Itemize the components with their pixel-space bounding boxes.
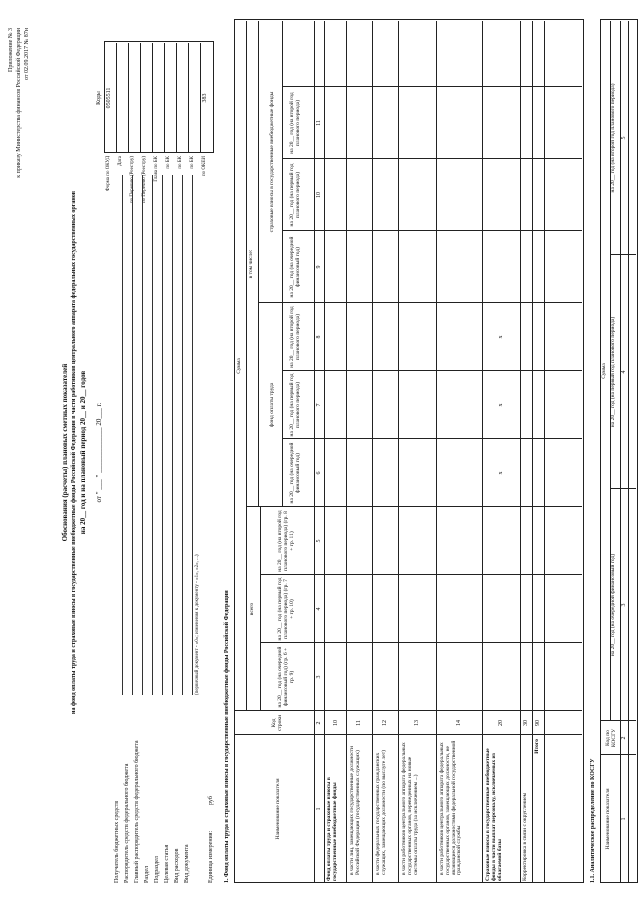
table-row-name: в части работников центрального аппарата федеральных государственных органов, замещающих должности, не являющиеся должностями федеральной государственной гражданской службы	[439, 740, 463, 875]
colnum-4: 4	[316, 607, 322, 611]
col-total-header: всего	[249, 602, 255, 616]
colnum-7: 7	[316, 403, 322, 407]
s11-col-name-header: Наименование показателя	[605, 788, 611, 850]
table-row-code: 30	[523, 720, 529, 726]
x-mark: x	[498, 403, 504, 407]
colnum-2: 2	[316, 721, 322, 725]
field-distributor: Распорядитель средств федерального бюджета	[124, 763, 130, 883]
s11-col4-header: на 20__ год (на первый год планового периода)	[610, 316, 616, 428]
title-line-3: на 20__ год и на плановый период 20__ и 20__ годов	[79, 370, 87, 535]
okud-label: Форма по ОКУД	[106, 156, 111, 192]
col3-header: на 20__ год (на очередной финансовый год) (гр. 6 + гр. 9)	[277, 646, 295, 708]
unit-value: руб	[208, 796, 214, 805]
x-mark: x	[498, 471, 504, 475]
subsection-line[interactable]	[162, 175, 163, 695]
table-row-code: 11	[356, 720, 362, 726]
colnum-5: 5	[316, 539, 322, 543]
table-row-code: 90	[535, 720, 541, 726]
s11-col-sum-header: Сумма	[601, 363, 607, 379]
target-item-line[interactable]	[172, 175, 173, 695]
appendix-line-2: к приказу Министерства финансов Российской Федерации	[16, 28, 22, 178]
bk-label-3: по БК	[190, 156, 195, 169]
col-incl-header: в том числе:	[248, 249, 254, 279]
col8-header: на 20__ год (на второй год планового периода)	[289, 306, 301, 368]
reestr-label-2: по Перечню (Реестру)	[142, 156, 147, 204]
document-type-line[interactable]	[192, 175, 193, 695]
col-name-header: Наименование показателя	[275, 778, 281, 840]
expense-type-line[interactable]	[182, 175, 183, 695]
col-insurance-header: страховые взносы в государственные внебюджетные фонды	[269, 91, 275, 233]
field-recipient: Получатель бюджетных средств	[114, 800, 120, 883]
col-code-header: Код строки	[271, 714, 283, 732]
table-row-name: в части лиц, замещающих государственные должности Российской Федерации (государственных служащих)	[349, 745, 361, 875]
recipient-line[interactable]	[122, 175, 123, 695]
colnum-1: 1	[316, 807, 322, 811]
field-target-item: Целевая статья	[164, 844, 170, 883]
s11-colnum-1: 1	[621, 817, 627, 821]
col-fot-header: фонд оплаты труда	[269, 382, 275, 428]
document-type-hint: (первичный документ - «0»; изменения к документу - «1», «2», ...)	[195, 554, 200, 695]
okud-code: 0505511	[106, 87, 112, 109]
field-chief-distributor: Главный распорядитель средств федерального бюджета	[134, 740, 140, 883]
col-sum-header: Сумма	[236, 358, 242, 374]
col7-header: на 20__ год (на первый год планового периода)	[289, 373, 301, 437]
table-row-code: 13	[414, 720, 420, 726]
appendix-line-1: Приложение № 3	[8, 28, 14, 72]
table-row-code: 20	[498, 720, 504, 726]
colnum-6: 6	[316, 471, 322, 475]
table-row-code: 14	[456, 720, 462, 726]
field-document-type: Вид документа	[184, 844, 190, 883]
chief-distributor-line[interactable]	[142, 175, 143, 695]
col6-header: на 20__ год (на очередной финансовый год)	[289, 442, 301, 504]
okei-code: 383	[202, 93, 208, 103]
field-subsection: Подраздел	[154, 856, 160, 883]
table-row-code: 10	[333, 720, 339, 726]
s11-col-code-header: Код по КОСГУ	[605, 728, 617, 748]
title-line-1: Обоснования (расчеты) плановых сметных показателей	[61, 363, 69, 542]
field-expense-type: Вид расходов	[174, 848, 180, 883]
section-1-1-title: 1.1. Аналитическое распределение по КОСГУ	[590, 758, 596, 883]
s11-col5-header: на 20__ год (на второй год планового периода)	[610, 83, 616, 193]
colnum-9: 9	[316, 265, 322, 269]
col5-header: на 20__ год (на второй год планового периода) (гр. 8 + гр. 11)	[277, 510, 295, 572]
section-1-title: 1. Фонд оплаты труда и страховые взносы в государственные внебюджетные фонды Российской Федерации	[224, 590, 230, 883]
s11-colnum-3: 3	[621, 603, 627, 607]
table-row-name: в части работников центрального аппарата федеральных государственных органов, переведенных на новые системы оплаты труда (за исключением ...)	[401, 742, 419, 875]
table-row-name: в части федеральных государственных гражданских служащих, замещающих должности (по выслуге лет)	[375, 750, 387, 875]
s11-colnum-5: 5	[621, 136, 627, 140]
col9-header: на 20__ год (на очередной финансовый год)	[289, 236, 301, 298]
unit-label: Единица измерения:	[208, 830, 214, 883]
glava-label: Глава по БК	[154, 156, 159, 182]
document-date: от " ___ " _____________ 20___ г.	[95, 402, 103, 503]
distributor-line[interactable]	[132, 175, 133, 695]
table-row-name: Итого	[534, 739, 540, 754]
colnum-10: 10	[316, 192, 322, 198]
colnum-8: 8	[316, 335, 322, 339]
okei-label: по ОКЕИ	[202, 156, 207, 177]
table-row-name: Корректировка в связи с округлением	[522, 792, 528, 881]
section-line[interactable]	[152, 175, 153, 695]
x-mark: x	[498, 335, 504, 339]
table-row-name: Страховые взносы в государственные внебюджетные фонды в части выплат персоналу, исключаемых из облагаемой базы	[485, 748, 503, 881]
s11-colnum-4: 4	[621, 370, 627, 374]
table-row-code: 12	[382, 720, 388, 726]
field-section: Раздел	[144, 866, 150, 883]
bk-label-1: по БК	[166, 156, 171, 169]
s11-col3-header: на 20__ год (на очередной финансовый год)	[610, 553, 616, 657]
reestr-label-1: по Перечню (Реестру)	[130, 156, 135, 204]
table-row-name: Фонд оплаты труда и страховые взносы в государственные внебюджетные фонды	[326, 777, 338, 881]
s11-colnum-2: 2	[621, 736, 627, 740]
codes-header: Коды	[96, 91, 102, 105]
codes-box	[104, 41, 214, 153]
col10-header: на 20__ год (на первый год планового периода)	[289, 163, 301, 227]
col4-header: на 20__ год (на первый год планового периода) (гр. 7 + гр. 10)	[277, 577, 295, 641]
appendix-line-3: от 02.09.2017 № 87н	[24, 28, 30, 80]
colnum-3: 3	[316, 675, 322, 679]
title-line-2: на фонд оплаты труда и страховые взносы в государственные внебюджетные фонды Российской Федерации в части работников центрального аппарата федеральных государственных органов	[71, 191, 77, 714]
bk-label-2: по БК	[178, 156, 183, 169]
date-label: Дата	[118, 156, 123, 166]
colnum-11: 11	[316, 120, 322, 126]
col11-header: на 20__ год (на второй год планового периода)	[289, 92, 301, 154]
